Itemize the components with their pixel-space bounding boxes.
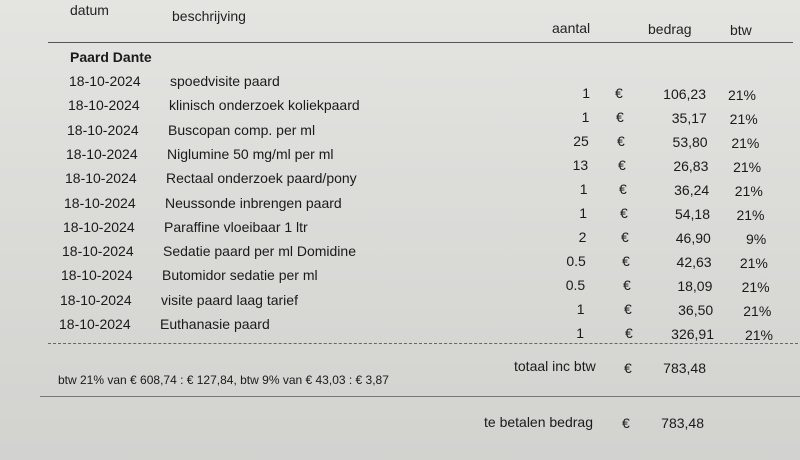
due-amount: 783,48 — [661, 415, 704, 431]
row-vat: 21% — [727, 87, 756, 103]
row-amount: 54,18 — [674, 206, 710, 222]
row-description: Rectaal onderzoek paard/pony — [166, 170, 357, 187]
row-currency: € — [615, 85, 623, 101]
row-description: Butomidor sedatie per ml — [162, 267, 318, 284]
row-vat: 9% — [745, 230, 767, 247]
total-rule — [40, 396, 800, 397]
row-vat: 21% — [744, 327, 773, 343]
row-description: spoedvisite paard — [170, 73, 280, 89]
row-date: 18-10-2024 — [67, 121, 139, 138]
total-currency: € — [624, 360, 632, 376]
table-row — [66, 145, 762, 175]
table-row — [64, 194, 765, 223]
section-title: Paard Dante — [70, 49, 152, 65]
row-quantity: 25 — [573, 132, 589, 149]
row-currency: € — [619, 180, 627, 197]
row-vat: 21% — [741, 278, 770, 295]
row-vat: 21% — [739, 254, 768, 271]
table-row — [69, 73, 756, 103]
row-date: 18-10-2024 — [68, 97, 140, 114]
row-amount: 36,24 — [674, 181, 710, 198]
row-quantity: 1 — [579, 180, 588, 197]
table-row — [61, 267, 770, 295]
row-description: Euthanasie paard — [160, 316, 270, 332]
row-amount: 42,63 — [676, 253, 712, 270]
row-currency: € — [623, 276, 631, 293]
row-quantity: 1 — [576, 300, 585, 317]
items-rule — [48, 343, 798, 344]
row-vat: 21% — [734, 182, 763, 199]
row-quantity: 1 — [579, 205, 587, 221]
row-amount: 18,09 — [677, 277, 713, 294]
table-row — [62, 243, 768, 271]
total-amount: 783,48 — [663, 360, 706, 376]
row-quantity: 2 — [578, 228, 587, 245]
row-date: 18-10-2024 — [61, 267, 133, 284]
header-vat: btw — [730, 22, 752, 38]
due-currency: € — [622, 415, 630, 431]
row-vat: 21% — [733, 158, 762, 175]
row-description: klinisch onderzoek koliekpaard — [169, 97, 360, 114]
row-currency: € — [618, 156, 626, 173]
row-amount: 36,50 — [678, 301, 714, 318]
table-row — [65, 170, 763, 199]
row-quantity: 1 — [576, 325, 584, 341]
row-date: 18-10-2024 — [66, 145, 138, 162]
row-date: 18-10-2024 — [65, 170, 137, 187]
row-description: Niglumine 50 mg/ml per ml — [167, 145, 334, 162]
row-date: 18-10-2024 — [69, 73, 141, 89]
row-currency: € — [620, 205, 628, 221]
row-date: 18-10-2024 — [60, 291, 132, 308]
row-amount: 35,17 — [671, 109, 707, 126]
row-vat: 21% — [731, 134, 760, 151]
table-row — [60, 291, 772, 319]
table-row — [68, 97, 758, 127]
row-description: Sedatie paard per ml Domidine — [163, 243, 356, 260]
header-rule — [48, 42, 793, 43]
table-row — [59, 316, 773, 343]
due-label: te betalen bedrag — [484, 414, 593, 430]
row-amount: 26,83 — [673, 157, 709, 174]
row-currency: € — [617, 132, 625, 149]
table-row — [67, 121, 760, 151]
row-description: Neussonde inbrengen paard — [165, 194, 342, 211]
row-currency: € — [622, 252, 630, 269]
row-quantity: 13 — [572, 156, 589, 173]
row-amount: 106,23 — [663, 86, 706, 102]
row-currency: € — [625, 325, 633, 341]
header-quantity: aantal — [552, 20, 591, 36]
row-vat: 21% — [743, 302, 772, 319]
row-currency: € — [616, 108, 624, 125]
row-description: Paraffine vloeibaar 1 ltr — [164, 218, 308, 235]
row-quantity: 0.5 — [565, 276, 586, 293]
header-date: datum — [70, 2, 109, 18]
row-quantity: 0.5 — [566, 252, 586, 269]
row-quantity: 1 — [582, 85, 590, 101]
row-description: Buscopan comp. per ml — [168, 121, 316, 138]
row-date: 18-10-2024 — [59, 316, 131, 332]
table-row — [63, 218, 767, 247]
row-amount: 53,80 — [672, 133, 708, 150]
row-description: visite paard laag tarief — [161, 291, 298, 308]
row-vat: 21% — [736, 207, 765, 223]
row-amount: 46,90 — [675, 229, 711, 246]
row-currency: € — [624, 300, 632, 317]
row-date: 18-10-2024 — [64, 194, 136, 211]
row-date: 18-10-2024 — [63, 218, 135, 235]
header-description: beschrijving — [172, 8, 246, 24]
row-quantity: 1 — [581, 108, 590, 125]
total-label: totaal inc btw — [514, 358, 596, 374]
row-amount: 326,91 — [671, 326, 714, 342]
header-amount: bedrag — [648, 21, 692, 37]
row-date: 18-10-2024 — [62, 243, 134, 260]
row-currency: € — [621, 228, 629, 245]
vat-note: btw 21% van € 608,74 : € 127,84, btw 9% van € 43,03 : € 3,87 — [58, 373, 389, 387]
row-vat: 21% — [729, 110, 758, 127]
